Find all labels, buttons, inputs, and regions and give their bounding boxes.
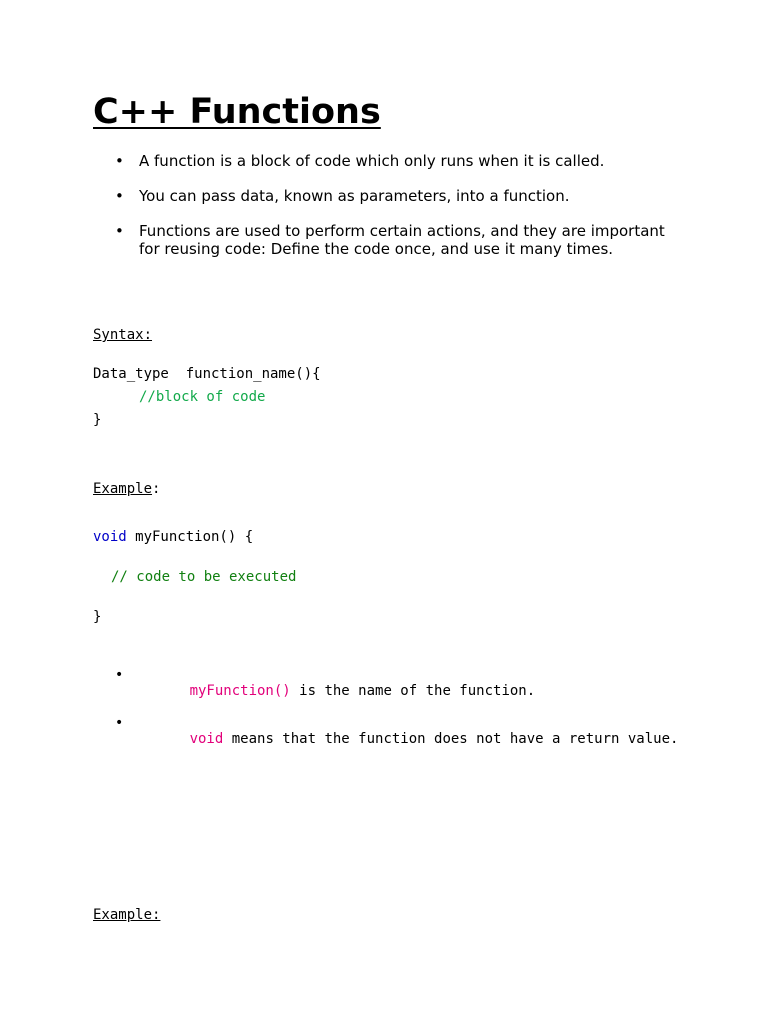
note-text: means that the function does not have a return value. <box>223 731 679 747</box>
example-heading <box>93 481 160 498</box>
code-highlight: void <box>189 731 224 747</box>
intro-bullet-list <box>93 152 673 275</box>
code-highlight: myFunction() <box>189 683 291 699</box>
keyword-void: void <box>93 529 127 545</box>
list-item <box>93 187 673 205</box>
function-signature: myFunction() { <box>126 529 254 545</box>
explanation-bullet-list <box>93 667 678 763</box>
note-text: is the name of the function. <box>290 683 536 699</box>
example-heading-colon: : <box>152 481 161 497</box>
bullet-icon: • <box>115 187 124 205</box>
list-item <box>93 152 673 170</box>
example-heading-text: Example <box>93 481 153 497</box>
bullet-icon: • <box>115 667 124 683</box>
example-code-comment: // code to be executed <box>111 569 297 585</box>
syntax-code-close: } <box>93 412 102 428</box>
syntax-heading: Syntax: <box>93 327 153 343</box>
bullet-icon: • <box>115 152 124 170</box>
list-item <box>93 667 678 715</box>
list-item-text: You can pass data, known as parameters, into a function. <box>139 187 570 205</box>
page-title: C++ Functions <box>93 92 381 132</box>
example-code-close: } <box>93 609 102 625</box>
bullet-icon: • <box>115 222 124 240</box>
example-code-line <box>93 529 253 546</box>
list-item <box>93 715 678 763</box>
bullet-icon: • <box>115 715 124 731</box>
syntax-code-comment: //block of code <box>139 389 266 405</box>
second-example-heading: Example: <box>93 907 161 923</box>
syntax-code-line: Data_type function_name(){ <box>93 366 321 382</box>
list-item-text: A function is a block of code which only runs when it is called. <box>139 152 605 170</box>
list-item-text: Functions are used to perform certain actions, and they are important for reusing code: Define the code once, and use it many times. <box>139 222 665 258</box>
list-item <box>93 222 673 258</box>
